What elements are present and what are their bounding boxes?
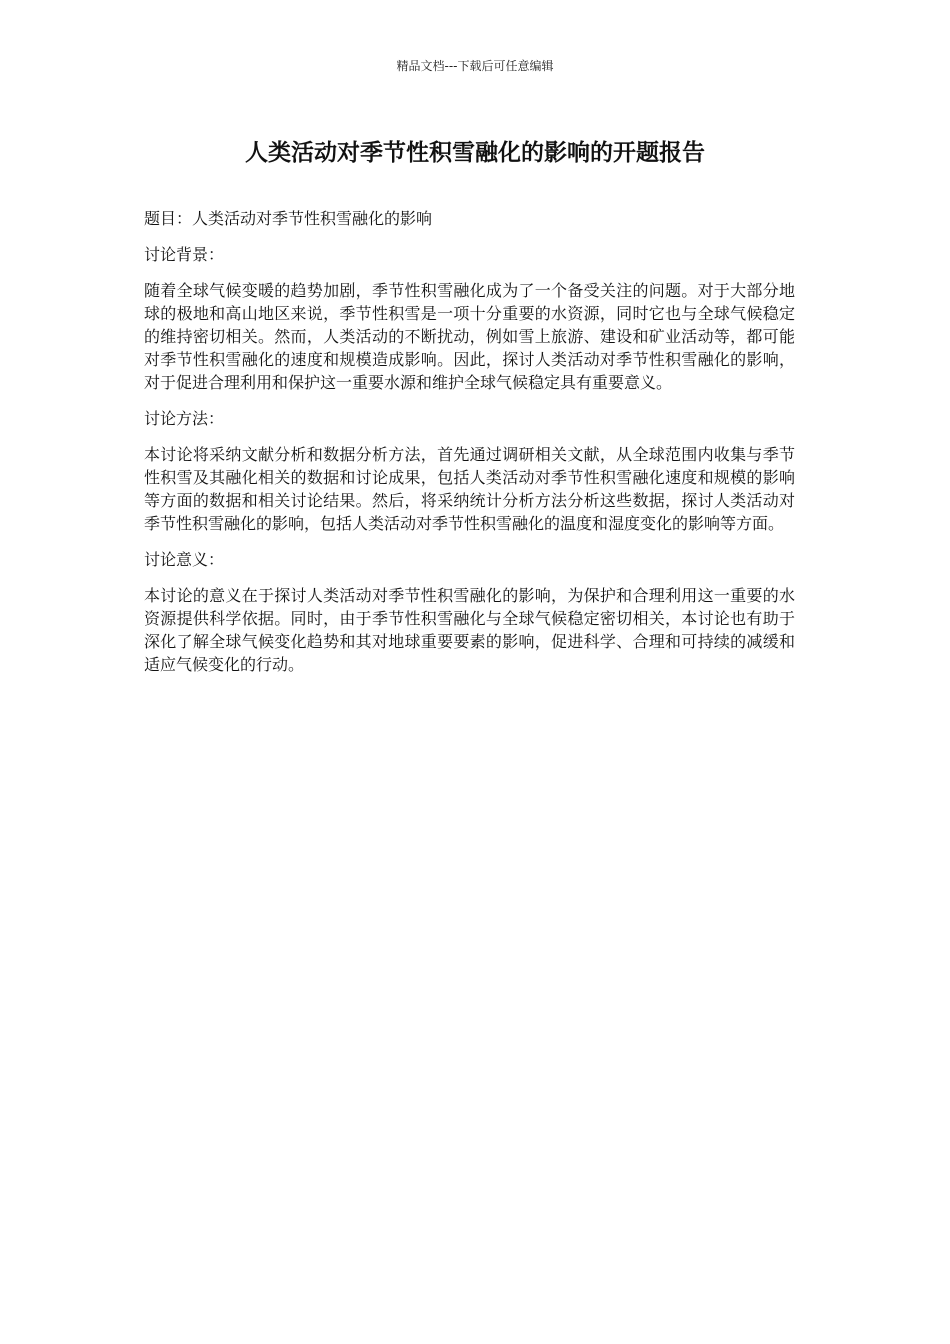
section-body-background: 随着全球气候变暖的趋势加剧，季节性积雪融化成为了一个备受关注的问题。对于大部分地球的极地和高山地区来说，季节性积雪是一项十分重要的水资源，同时它也与全球气候稳定的维持密切相关。然而，人类活动的不断扰动，例如雪上旅游、建设和矿业活动等，都可能对季节性积雪融化的速度和规模造成影响。因此，探讨人类活动对季节性积雪融化的影响，对于促进合理利用和保护这一重要水源和维护全球气候稳定具有重要意义。 <box>144 281 795 392</box>
topic-line: 题目：人类活动对季节性积雪融化的影响 <box>144 209 433 228</box>
section-body-method: 本讨论将采纳文献分析和数据分析方法，首先通过调研相关文献，从全球范围内收集与季节性积雪及其融化相关的数据和讨论成果，包括人类活动对季节性积雪融化速度和规模的影响等方面的数据和相关讨论结果。然后，将采纳统计分析方法分析这些数据，探讨人类活动对季节性积雪融化的影响，包括人类活动对季节性积雪融化的温度和湿度变化的影响等方面。 <box>144 445 795 533</box>
section-heading-method: 讨论方法： <box>144 409 225 428</box>
page-header-note: 精品文档---下载后可任意编辑 <box>396 59 554 73</box>
section-heading-significance: 讨论意义： <box>144 550 225 569</box>
section-heading-background: 讨论背景： <box>144 245 225 264</box>
document-title: 人类活动对季节性积雪融化的影响的开题报告 <box>245 140 705 166</box>
document-body <box>144 207 795 689</box>
section-body-significance: 本讨论的意义在于探讨人类活动对季节性积雪融化的影响，为保护和合理利用这一重要的水资源提供科学依据。同时，由于季节性积雪融化与全球气候稳定密切相关，本讨论也有助于深化了解全球气候变化趋势和其对地球重要要素的影响，促进科学、合理和可持续的减缓和适应气候变化的行动。 <box>144 586 795 674</box>
